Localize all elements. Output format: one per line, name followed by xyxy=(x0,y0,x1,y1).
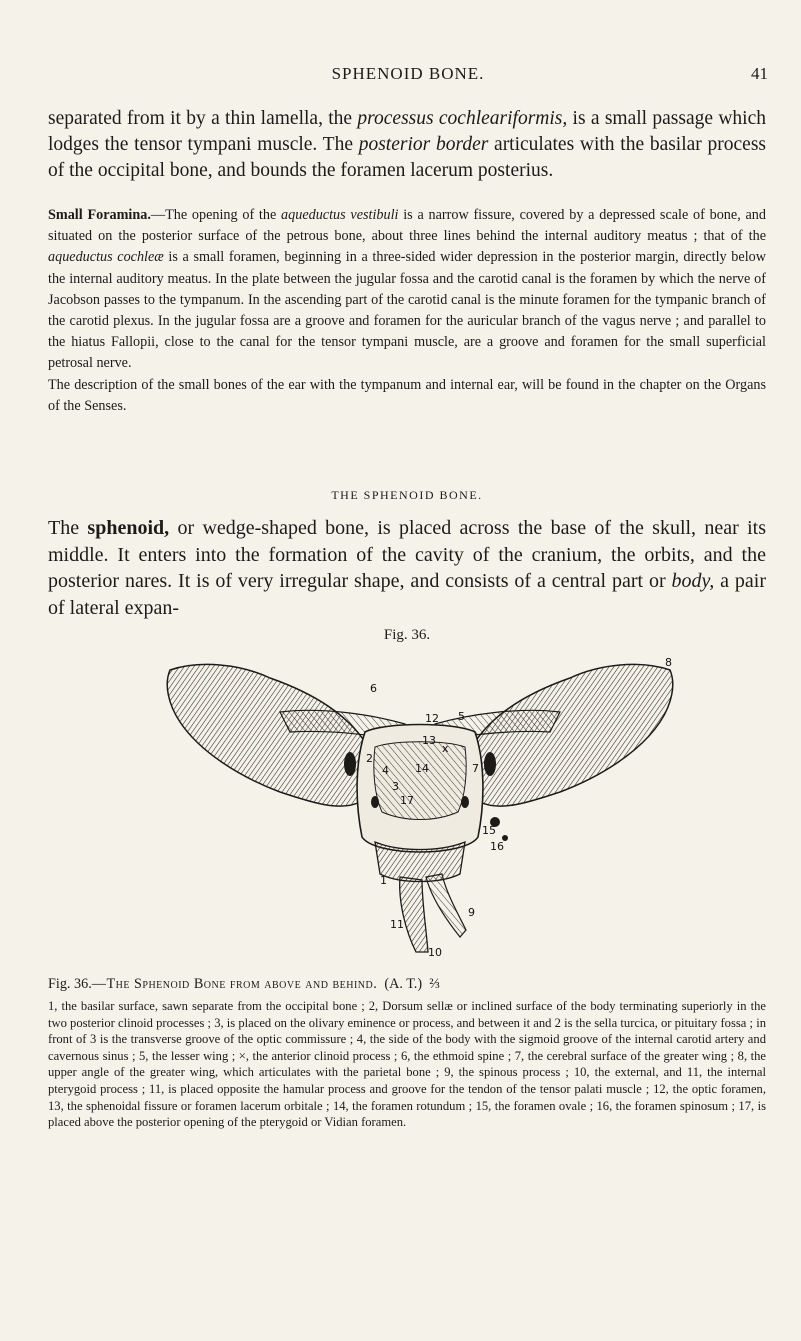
figure-label-12: 12 xyxy=(425,712,439,725)
figure-label-2: 2 xyxy=(366,752,373,765)
figure-label-14: 14 xyxy=(415,762,429,775)
running-title: SPHENOID BONE. xyxy=(331,64,485,83)
foramina-term-vestibuli: aqueductus vestibuli xyxy=(281,207,399,223)
caption-title-text: —The Sphenoid Bone from above and behind. xyxy=(91,976,378,992)
figure-label-17: 17 xyxy=(400,794,414,807)
sphenoid-bone-drawing xyxy=(160,652,680,960)
figure-label-11: 11 xyxy=(390,918,404,931)
sphenoid-term-body: body, xyxy=(671,570,715,592)
lead-term-processus: processus cochleariformis, xyxy=(357,108,568,129)
figure-label-3: 3 xyxy=(392,780,399,793)
figure-label-9: 9 xyxy=(468,906,475,919)
lead-term-posterior-border: posterior border xyxy=(358,134,489,155)
sphenoid-paragraph xyxy=(48,515,766,621)
figure-label-8: 8 xyxy=(665,656,672,669)
foramina-text-1: —The opening of the xyxy=(150,207,282,223)
sphenoid-term: sphenoid, xyxy=(87,517,170,539)
figure-label-16: 16 xyxy=(490,840,504,853)
figure-label-4: 4 xyxy=(382,764,389,777)
caption-prefix: Fig. 36. xyxy=(48,976,92,992)
figure-label-6: 6 xyxy=(370,682,377,695)
lead-text-5: articulates with the basilar process of the occipital bone, and bounds the foramen lacerum posterius. xyxy=(48,134,766,181)
section-heading: THE SPHENOID BONE. xyxy=(331,488,483,502)
small-foramina-paragraph xyxy=(48,205,766,375)
small-foramina-section xyxy=(48,205,766,417)
figure-label-7: 7 xyxy=(472,762,479,775)
figure-label-13: 13 xyxy=(422,734,436,747)
figure-caption-body: 1, the basilar surface, sawn separate from the occipital bone ; 2, Dorsum sellæ or inclined surface of the body terminating superiorly in the two posterior clinoid processes ; 3, is placed on the olivary eminence or process, and between it and 2 is the sella turcica, or pituitary fossa ; in front of 3 is the transverse groove of the optic commissure ; 4, the side of the body with the sigmoid groove of the internal carotid artery and cavernous sinus ; 5, the lesser wing ; ×, the anterior clinoid process ; 6, the ethmoid spine ; 7, the cerebral surface of the greater wing ; 8, the upper angle of the greater wing, which articulates with the parietal bone ; 9, the spinous process ; 10, the external, and 11, the internal pterygoid process ; 11, is placed opposite the hamular process and groove for the tendon of the tensor palati muscle ; 12, the optic foramen, 13, the sphenoidal fissure or foramen lacerum orbitale ; 14, the foramen rotundum ; 15, the foramen ovale ; 16, the foramen spinosum ; 17, is placed above the posterior opening of the pterygoid or Vidian foramen. xyxy=(48,999,766,1130)
sphenoid-text-3: or wedge-shaped bone, is placed across the base of the skull, near its middle. It enters into the formation of the cavity of the cranium, the orbits, and the posterior nares. It is of very irregular shape, and consists of a central part or xyxy=(48,517,767,592)
foramina-text-3: is a narrow fissure, covered by a depressed scale of bone, and situated on the posterior surface of the petrous bone, about three lines behind the internal auditory meatus ; that of the xyxy=(48,207,766,245)
page-number: 41 xyxy=(751,64,768,83)
figure-caption-title xyxy=(48,976,766,993)
lead-paragraph xyxy=(48,106,766,184)
caption-credit: (A. T.) xyxy=(384,976,423,992)
foramina-text-5: is a small foramen, beginning in a three-sided wider depression in the posterior margin, directly below the internal auditory meatus. In the plate between the jugular fossa and the carotid canal is the foramen by which the nerve of Jacobson passes to the tympanum. In the ascending part of the carotid canal is the minute foramen for the tympanic branch of the carotid plexus. In the jugular fossa are a groove and foramen for the auricular branch of the vagus nerve ; and parallel to the hiatus Fallopii, close to the canal for the tensor tympani muscle, are a groove and foramen for the small superficial petrosal nerve. xyxy=(48,249,766,372)
running-header xyxy=(48,64,768,86)
sphenoid-text-5: a pair of lateral expan- xyxy=(48,570,766,619)
figure-label: Fig. 36. xyxy=(383,627,431,643)
foramina-term-cochleae: aqueductus cochleæ xyxy=(48,249,164,266)
figure-label-1: 1 xyxy=(380,874,387,887)
lead-text-3: is a small passage which lodges the tensor tympani muscle. The xyxy=(48,108,766,155)
sphenoid-bone-illustration xyxy=(160,652,680,960)
figure-label-15: 15 xyxy=(482,824,496,837)
ear-description-paragraph: The description of the small bones of the ear with the tympanum and internal ear, will be found in the chapter on the Organs of the Senses. xyxy=(48,376,766,414)
figure-label-5: 5 xyxy=(458,710,465,723)
sphenoid-text-1: The xyxy=(48,517,88,539)
caption-scale: ⅔ xyxy=(429,976,440,992)
lead-text-1: separated from it by a thin lamella, the xyxy=(48,108,358,129)
small-foramina-heading: Small Foramina. xyxy=(48,207,151,223)
figure-label-x: x xyxy=(442,742,449,755)
figure-label-10: 10 xyxy=(428,946,442,959)
